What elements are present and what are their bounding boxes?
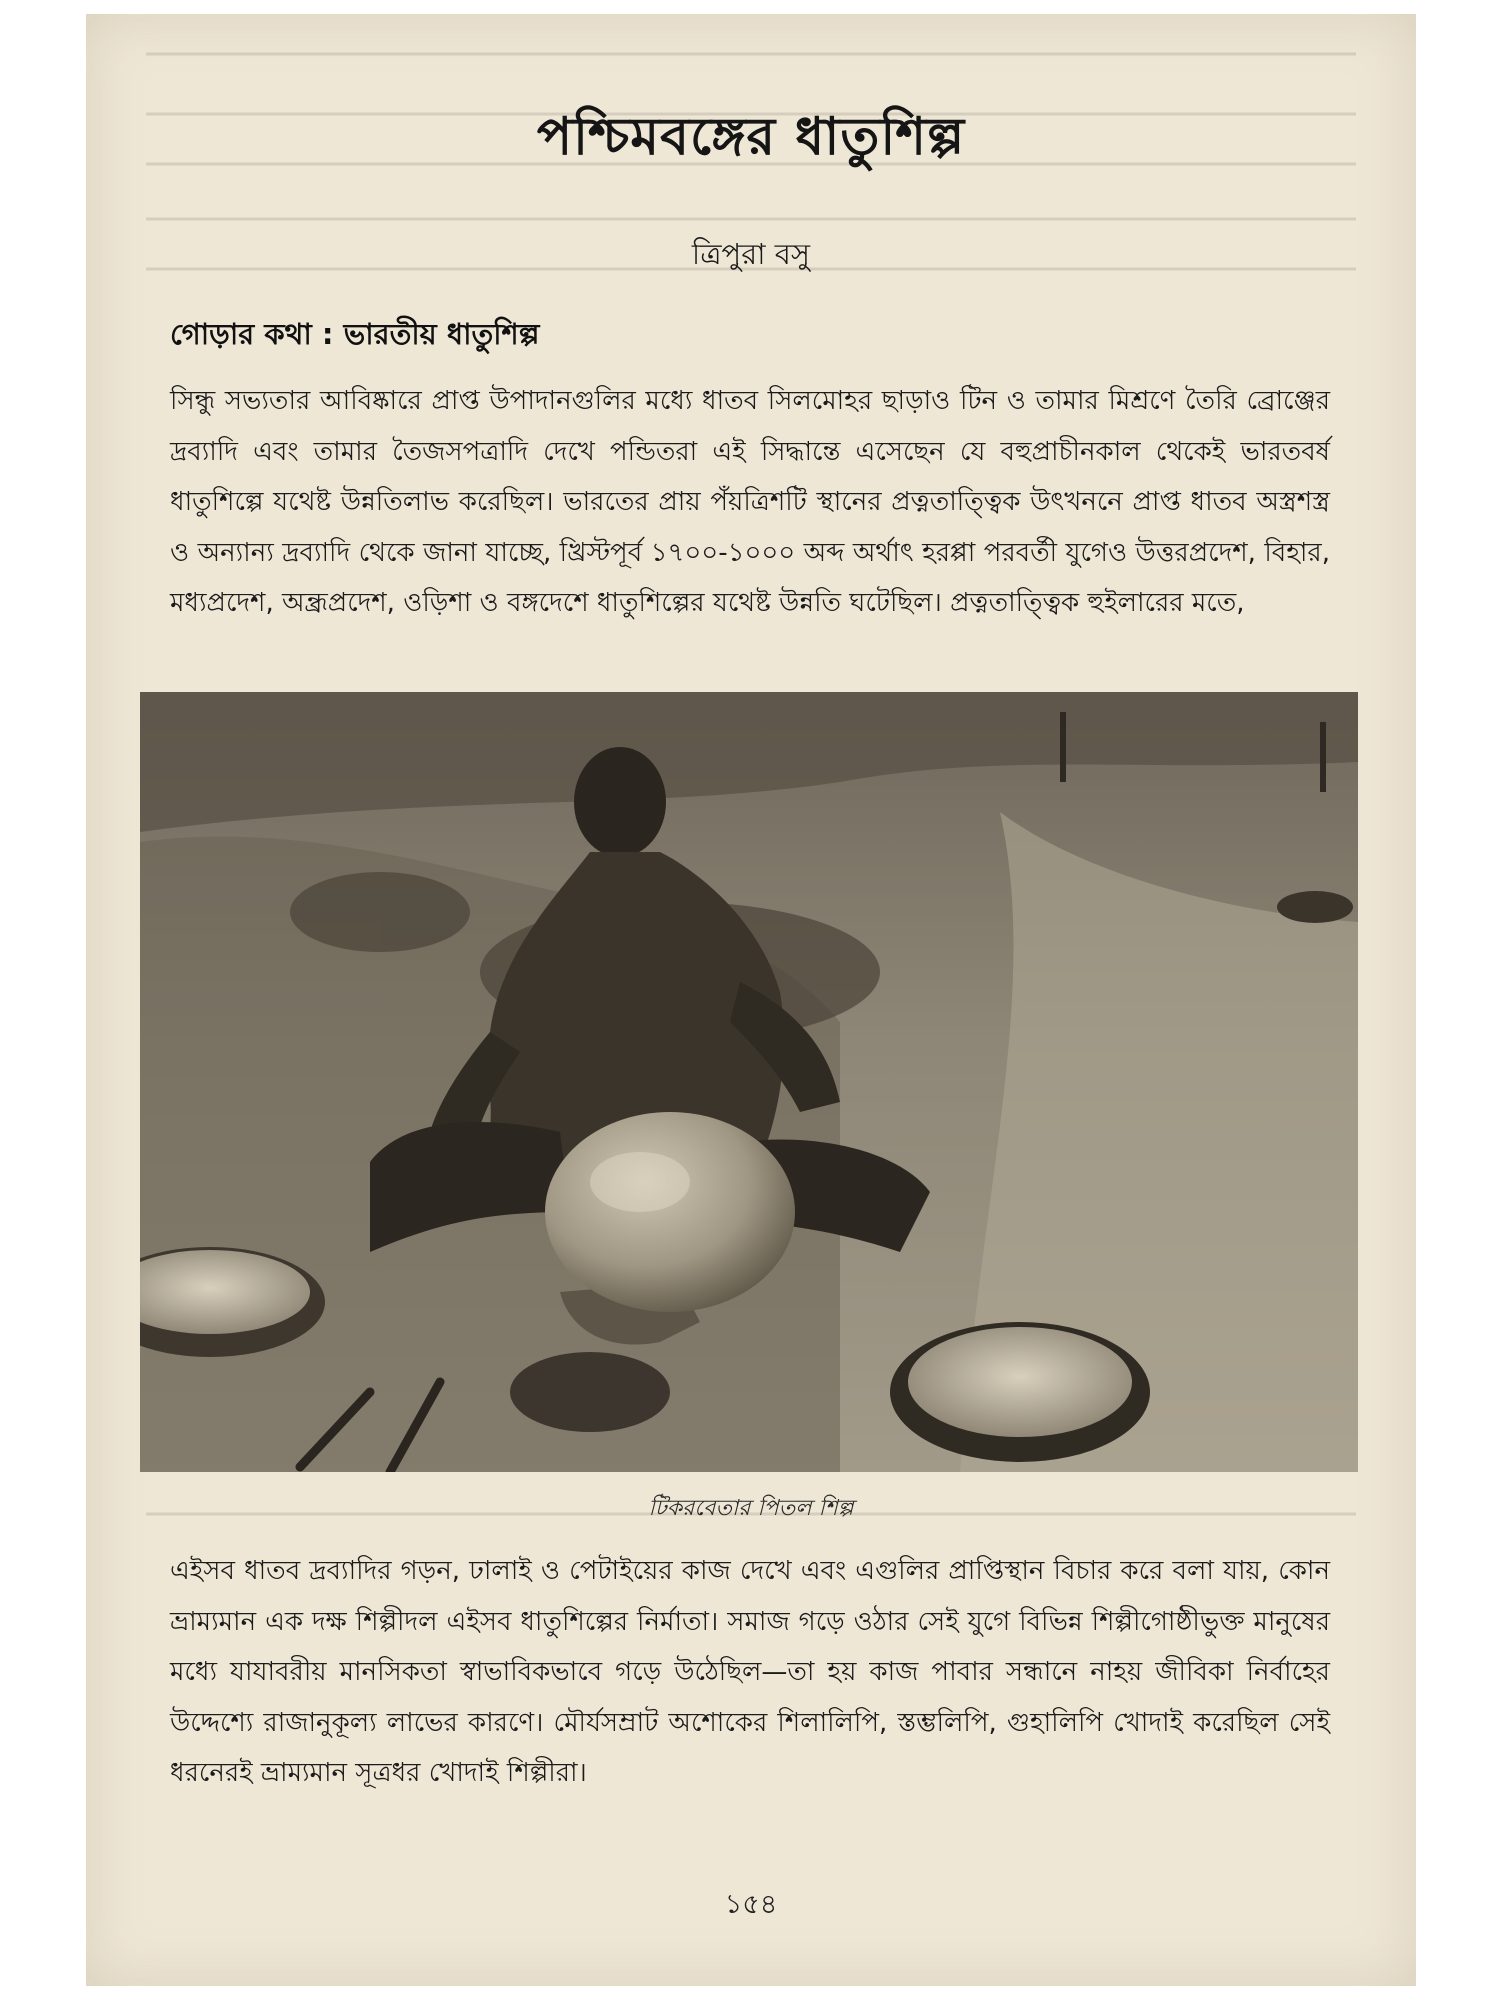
photo-illustration xyxy=(140,692,1358,1472)
section-heading: গোড়ার কথা : ভারতীয় ধাতুশিল্প xyxy=(170,317,540,351)
brass-pan-right xyxy=(890,1322,1150,1462)
photograph-brass-craftsman xyxy=(140,692,1358,1472)
figure-caption: টিকরবেতার পিতল শিল্প xyxy=(648,1496,854,1521)
article-title: পশ্চিমবঙ্গের ধাতুশিল্প xyxy=(536,106,966,167)
book-page xyxy=(86,14,1416,1986)
author-name: ত্রিপুরা বসু xyxy=(691,237,811,271)
body-paragraph-2: এইসব ধাতব দ্রব্যাদির গড়ন, ঢালাই ও পেটাইয়ের কাজ দেখে এবং এগুলির প্রাপ্তিস্থান বিচার করে বলা যায়, কোন ভ্রাম্যমান এক দক্ষ শিল্পীদল এইসব ধাতুশিল্পের নির্মাতা। সমাজ গড়ে ওঠার সেই যুগে বিভিন্ন শিল্পীগোষ্ঠীভুক্ত মানুষের মধ্যে যাযাবরীয় মানসিকতা স্বাভাবিকভাবে গড়ে উঠেছিল—তা হয় কাজ পাবার সন্ধানে নাহয় জীবিকা নির্বাহের উদ্দেশ্যে রাজানুকূল্য লাভের কারণে। মৌর্যসম্রাট অশোকের শিলালিপি, স্তম্ভলিপি, গুহালিপি খোদাই করেছিল সেই ধরনেরই ভ্রাম্যমান সূত্রধর খোদাই শিল্পীরা। xyxy=(170,1556,1330,1788)
page-number: ১৫৪ xyxy=(724,1889,778,1920)
brass-pot xyxy=(545,1112,795,1312)
body-paragraph-1: সিন্ধু সভ্যতার আবিষ্কারে প্রাপ্ত উপাদানগুলির মধ্যে ধাতব সিলমোহর ছাড়াও টিন ও তামার মিশ্রণে তৈরি ব্রোঞ্জের দ্রব্যাদি এবং তামার তৈজসপত্রাদি দেখে পন্ডিতরা এই সিদ্ধান্তে এসেছেন যে বহুপ্রাচীনকাল থেকেই ভারতবর্ষ ধাতুশিল্পে যথেষ্ট উন্নতিলাভ করেছিল। ভারতের প্রায় পঁয়ত্রিশটি স্থানের প্রত্নতাত্ত্বিক উৎখননে প্রাপ্ত ধাতব অস্ত্রশস্ত্র ও অন্যান্য দ্রব্যাদি থেকে জানা যাচ্ছে, খ্রিস্টপূর্ব ১৭০০-১০০০ অব্দ অর্থাৎ হরপ্পা পরবর্তী যুগেও উত্তরপ্রদেশ, বিহার, মধ্যপ্রদেশ, অন্ধ্রপ্রদেশ, ওড়িশা ও বঙ্গদেশে ধাতুশিল্পের যথেষ্ট উন্নতি ঘটেছিল। প্রত্নতাত্ত্বিক হুইলারের মতে, xyxy=(170,386,1330,618)
